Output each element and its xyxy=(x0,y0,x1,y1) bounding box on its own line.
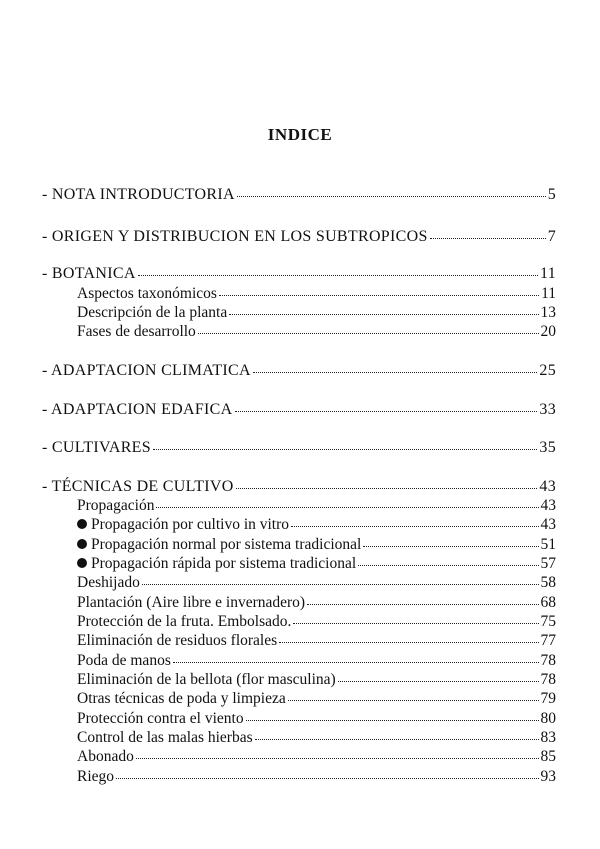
toc-page-number: 51 xyxy=(540,536,556,553)
toc-subsection-entry xyxy=(77,748,556,766)
toc-leader-dots xyxy=(219,295,539,296)
toc-entry-label: Riego xyxy=(77,768,115,785)
toc-entry-label: Poda de manos xyxy=(77,652,171,669)
toc-subsection-entry xyxy=(77,632,556,650)
toc-leader-dots xyxy=(237,196,546,197)
toc-subsection-entry xyxy=(77,497,556,515)
toc-section-entry xyxy=(42,362,556,380)
toc-subsection-entry xyxy=(77,671,556,689)
toc-entry-label: Propagación rápida por sistema tradicional xyxy=(77,555,356,573)
toc-page-number: 43 xyxy=(540,516,556,533)
toc-leader-dots xyxy=(363,546,538,547)
toc-entry-label: Aspectos taxonómicos xyxy=(77,285,217,302)
toc-leader-dots xyxy=(198,333,539,334)
toc-leader-dots xyxy=(229,314,538,315)
bullet-icon xyxy=(77,519,87,529)
toc-section-entry xyxy=(42,186,556,204)
toc-entry-label: - CULTIVARES xyxy=(42,439,151,456)
toc-subsection-entry xyxy=(77,613,556,631)
toc-page-number: 85 xyxy=(540,748,556,765)
toc-subsection-entry xyxy=(77,710,556,728)
toc-entry-label: - TÉCNICAS DE CULTIVO xyxy=(42,478,234,495)
toc-entry-label: Descripción de la planta xyxy=(77,304,228,321)
toc-section-entry xyxy=(42,228,556,246)
toc-page-number: 83 xyxy=(540,729,556,746)
page-title: INDICE xyxy=(267,125,333,144)
toc-entry-label: Control de las malas hierbas xyxy=(77,729,253,746)
toc-subsection-entry xyxy=(77,536,556,554)
toc-subsection-entry xyxy=(77,555,556,573)
toc-page-number: 25 xyxy=(539,362,556,379)
toc-section-entry xyxy=(42,265,556,283)
toc-page-number: 13 xyxy=(540,304,556,321)
toc-page-number: 11 xyxy=(539,265,556,282)
bullet-icon xyxy=(77,539,87,549)
toc-page-number: 57 xyxy=(540,555,556,572)
toc-page-number: 43 xyxy=(540,497,556,514)
toc-section-entry xyxy=(42,439,556,457)
toc-subsection-entry xyxy=(77,690,556,708)
toc-page-number: 20 xyxy=(540,323,556,340)
toc-page-number: 75 xyxy=(540,613,556,630)
toc-leader-dots xyxy=(138,275,538,276)
toc-subsection-entry xyxy=(77,652,556,670)
toc-entry-label: Propagación normal por sistema tradicional xyxy=(77,536,361,554)
bullet-icon xyxy=(77,558,87,568)
toc-entry-label: - NOTA INTRODUCTORIA xyxy=(42,186,235,203)
toc-leader-dots xyxy=(293,623,538,624)
toc-leader-dots xyxy=(279,642,538,643)
toc-leader-dots xyxy=(253,372,538,373)
toc-page-number: 80 xyxy=(540,710,556,727)
toc-page-number: 78 xyxy=(540,652,556,669)
toc-subsection-entry xyxy=(77,729,556,747)
toc-section-entry xyxy=(42,401,556,419)
toc-entry-label: Fases de desarrollo xyxy=(77,323,196,340)
toc-page-number: 43 xyxy=(539,478,556,495)
toc-page-number: 5 xyxy=(547,186,556,203)
toc-entry-label: - BOTANICA xyxy=(42,265,136,282)
toc-leader-dots xyxy=(142,584,539,585)
toc-leader-dots xyxy=(430,238,546,239)
toc-leader-dots xyxy=(291,526,538,527)
toc-subsection-entry xyxy=(77,574,556,592)
toc-leader-dots xyxy=(173,662,539,663)
toc-leader-dots xyxy=(246,720,539,721)
toc-entry-label: Abonado xyxy=(77,748,134,765)
toc-entry-label: Propagación por cultivo in vitro xyxy=(77,516,289,534)
toc-entry-label: Eliminación de residuos florales xyxy=(77,632,278,649)
toc-section-entry xyxy=(42,478,556,496)
toc-leader-dots xyxy=(136,758,539,759)
toc-entry-label: Otras técnicas de poda y limpieza xyxy=(77,690,286,707)
toc-leader-dots xyxy=(255,739,539,740)
toc-leader-dots xyxy=(338,681,539,682)
toc-entry-label: - ORIGEN Y DISTRIBUCION EN LOS SUBTROPICOS xyxy=(42,228,428,245)
toc-page-number: 35 xyxy=(539,439,556,456)
toc-leader-dots xyxy=(358,565,538,566)
toc-leader-dots xyxy=(153,449,537,450)
toc-page-number: 77 xyxy=(540,632,556,649)
toc-page-number: 93 xyxy=(540,768,556,785)
toc-entry-label: Propagación xyxy=(77,497,155,514)
toc-leader-dots xyxy=(235,411,538,412)
toc-page-number: 79 xyxy=(540,690,556,707)
toc-leader-dots xyxy=(116,778,538,779)
toc-subsection-entry xyxy=(77,768,556,786)
toc-page-number: 58 xyxy=(540,574,556,591)
toc-leader-dots xyxy=(307,604,538,605)
toc-leader-dots xyxy=(288,700,539,701)
toc-entry-label: Eliminación de la bellota (flor masculina) xyxy=(77,671,336,688)
toc-subsection-entry xyxy=(77,323,556,341)
toc-subsection-entry xyxy=(77,304,556,322)
toc-subsection-entry xyxy=(77,285,556,303)
toc-entry-label: - ADAPTACION CLIMATICA xyxy=(42,362,251,379)
toc-page-number: 33 xyxy=(539,401,556,418)
toc-page-number: 11 xyxy=(541,285,556,302)
toc-page-number: 7 xyxy=(547,228,556,245)
toc-entry-label: Plantación (Aire libre e invernadero) xyxy=(77,594,306,611)
toc-entry-label: Protección contra el viento xyxy=(77,710,244,727)
toc-leader-dots xyxy=(156,507,538,508)
toc-page-number: 78 xyxy=(540,671,556,688)
toc-page-number: 68 xyxy=(540,594,556,611)
toc-entry-label: - ADAPTACION EDAFICA xyxy=(42,401,233,418)
toc-subsection-entry xyxy=(77,516,556,534)
toc-subsection-entry xyxy=(77,594,556,612)
toc-entry-label: Protección de la fruta. Embolsado. xyxy=(77,613,292,630)
toc-leader-dots xyxy=(236,488,538,489)
toc-entry-label: Deshijado xyxy=(77,574,140,591)
